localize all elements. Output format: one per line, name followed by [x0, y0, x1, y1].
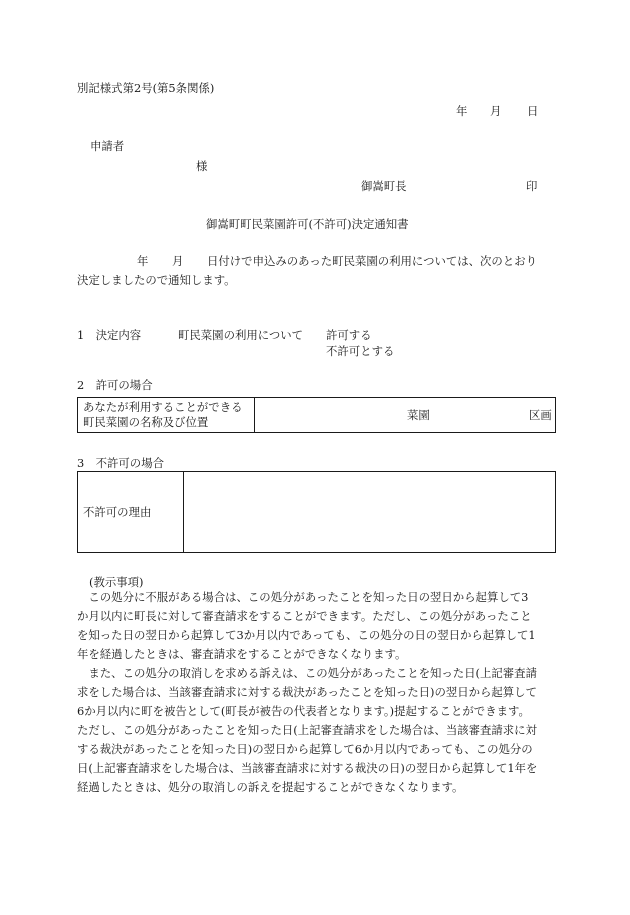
notice-line: ただし、この処分があったことを知った日(上記審査請求をした場合は、当該審査請求に対: [77, 723, 537, 737]
applicant-label: 申請者: [90, 139, 125, 153]
notice-line: 経過したときは、処分の取消しの訴えを提起することができなくなります。: [77, 780, 464, 794]
notice-line: 6か月以内に町を被告として(町長が被告の代表者となります。)提起することができます。: [77, 704, 530, 718]
permit-label-line-2: 町民菜園の名称及び位置: [83, 415, 209, 429]
intro-month: 月: [172, 254, 184, 268]
notice-line: を知った日の翌日から起算して3か月以内であっても、この処分の日の翌日から起算して1: [77, 628, 536, 642]
permit-table-label-cell: [78, 398, 255, 433]
notice-line: また、この処分の取消しを求める訴えは、この処分があったことを知った日(上記審査請: [77, 666, 537, 680]
section1-heading: 1 決定内容: [77, 328, 142, 342]
plot-suffix: 区画: [529, 408, 552, 422]
date-day: 日: [527, 104, 539, 118]
section2-heading: 2 許可の場合: [77, 378, 153, 392]
notice-body: [77, 588, 555, 797]
permit-label-line-1: あなたが利用することができる: [83, 400, 243, 414]
denial-table: [77, 471, 556, 553]
section1-subject: 町民菜園の利用について: [178, 328, 304, 342]
denial-reason-label: 不許可の理由: [78, 472, 184, 553]
notice-line: か月以内に町長に対して審査請求をすることができます。ただし、この処分があったこと: [77, 609, 532, 623]
denial-reason-value: [184, 472, 556, 553]
permit-table: [77, 397, 556, 433]
intro-year: 年: [137, 254, 149, 268]
form-number: 別記様式第2号(第5条関係): [77, 81, 215, 95]
intro-line-2: 決定しましたので通知します。: [77, 273, 236, 287]
notice-line: 求をした場合は、当該審査請求に対する裁決があったことを知った日)の翌日から起算して: [77, 685, 537, 699]
document-title: 御嵩町町民菜園許可(不許可)決定通知書: [206, 217, 409, 231]
notice-line: この処分に不服がある場合は、この処分があったことを知った日の翌日から起算して3: [77, 590, 529, 604]
applicant-honorific: 様: [196, 159, 208, 173]
notice-line: する裁決があったことを知った日)の翌日から起算して6か月以内であっても、この処分の: [77, 742, 533, 756]
garden-name-suffix: 菜園: [407, 408, 430, 422]
intro-line-1: 日付けで申込みのあった町民菜園の利用については、次のとおり: [207, 254, 537, 268]
option-deny: 不許可とする: [326, 344, 395, 358]
issuer-name: 御嵩町長: [361, 179, 407, 193]
date-year: 年: [456, 104, 468, 118]
notice-line: 年を経過したときは、審査請求をすることができなくなります。: [77, 647, 407, 661]
seal-mark: 印: [526, 179, 538, 193]
date-month: 月: [490, 104, 502, 118]
notice-line: 日(上記審査請求をした場合は、当該審査請求に対する裁決の日)の翌日から起算して1年を: [77, 761, 538, 775]
section3-heading: 3 不許可の場合: [77, 456, 164, 470]
option-permit: 許可する: [326, 328, 372, 342]
notice-heading: (教示事項): [89, 575, 144, 589]
permit-table-value-cell: [255, 398, 556, 433]
